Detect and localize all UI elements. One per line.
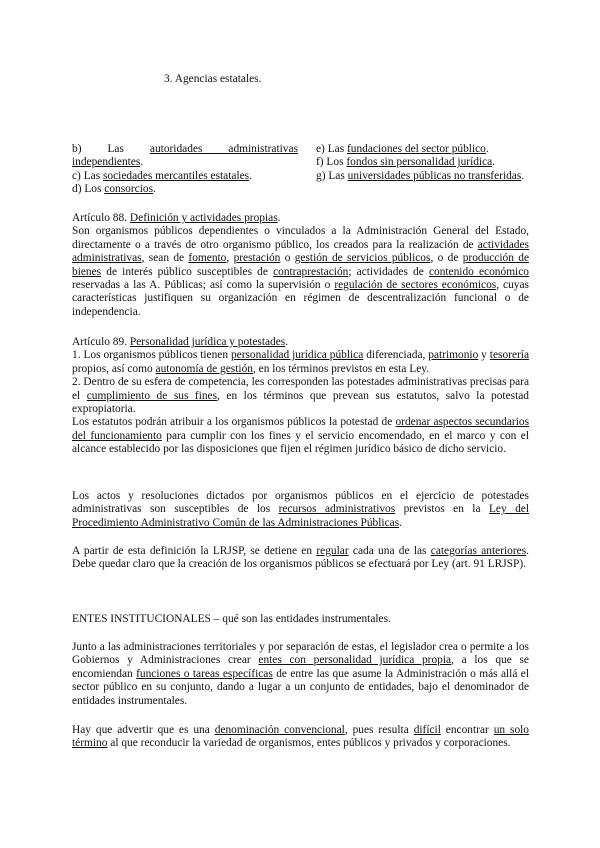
acts-section xyxy=(72,490,529,530)
lrjsp-section xyxy=(72,545,529,572)
list-item-d: d) Los consorcios. xyxy=(72,183,156,196)
list-item-f: f) Los fondos sin personalidad jurídica. xyxy=(316,156,496,169)
lrjsp-paragraph: A partir de esta definición la LRJSP, se detiene en regular cada una de las categorías anteriores. Debe quedar claro que la creación de los organismos públicos se efectuará por Ley (art. 91 LRJSP). xyxy=(72,545,529,571)
article-88-section xyxy=(72,212,529,319)
entes-paragraph-1-section xyxy=(72,641,529,708)
list-item-agencias-estatales: 3. Agencias estatales. xyxy=(164,73,262,85)
article-89-paragraph-3: Los estatutos podrán atribuir a los organismos públicos la potestad de ordenar aspectos secundarios del funcionamiento para cumplir con los fines y el servicio encomendado, en el marco y con el alcance establecido por las disposiciones que fijen el régimen jurídico básico de dicho servicio. xyxy=(72,416,530,456)
article-89-paragraph-2: 2. Dentro de su esfera de competencia, les corresponden las potestades administrativas precisas para el cumplimiento de sus fines, en los términos que prevean sus estatutos, salvo la potestad expropiatoria. xyxy=(72,376,529,416)
list-item-b: b) Las autoridades administrativas independientes. xyxy=(72,143,298,169)
acts-paragraph: Los actos y resoluciones dictados por organismos públicos en el ejercicio de potestades administrativas son susceptibles de los recursos administrativos previstos en la Ley del Procedimiento Administrativo Común de las Administraciones Públicas. xyxy=(72,490,529,529)
list-item-g: g) Las universidades públicas no transferidas. xyxy=(316,169,525,182)
entity-list-left-column xyxy=(72,143,298,197)
article-89-paragraph-1: 1. Los organismos públicos tienen personalidad jurídica pública diferenciada, patrimonio y tesorería propios, así como autonomía de gestión, en los términos previstos en esta Ley. xyxy=(72,349,530,375)
list-item-c: c) Las sociedades mercantiles estatales. xyxy=(72,169,252,182)
article-89-title: Artículo 89. Personalidad jurídica y potestades. xyxy=(72,336,289,348)
article-88-title: Artículo 88. Definición y actividades propias. xyxy=(72,212,281,224)
entes-heading: ENTES INSTITUCIONALES – qué son las entidades instrumentales. xyxy=(72,613,391,625)
entes-paragraph-2: Hay que advertir que es una denominación convencional, pues resulta difícil encontrar un solo término al que reconducir la variedad de organismos, entes públicos y privados y corporaciones. xyxy=(72,724,530,750)
entes-paragraph-2-section xyxy=(72,724,529,751)
article-88-body: Son organismos públicos dependientes o vinculados a la Administración General del Estado, directamente o a través de otro organismo público, los creados para la realización de actividades administrativas, sean de fomento, prestación o gestión de servicios públicos, o de producción de bienes de interés público susceptibles de contraprestación; actividades de contenido económico reservadas a las A. Públicas; así como la supervisión o regulación de sectores económicos, cuyas características justifiquen su organización en régimen de descentralización funcional o de independencia. xyxy=(72,225,530,318)
entity-list-right-column xyxy=(316,143,528,183)
article-89-section xyxy=(72,336,529,457)
entes-paragraph-1: Junto a las administraciones territoriales y por separación de estas, el legislador crea o permite a los Gobiernos y Administraciones crear entes con personalidad jurídica propia, a los que se encomiendan funciones o tareas específicas de entre las que asume la Administración o más allá el sector público en su conjunto, dando a lugar a un conjunto de entidades, bajo el denominador de entidades instrumentales. xyxy=(72,641,530,707)
list-item-e: e) Las fundaciones del sector público. xyxy=(316,143,489,155)
entes-heading-section xyxy=(72,613,529,626)
